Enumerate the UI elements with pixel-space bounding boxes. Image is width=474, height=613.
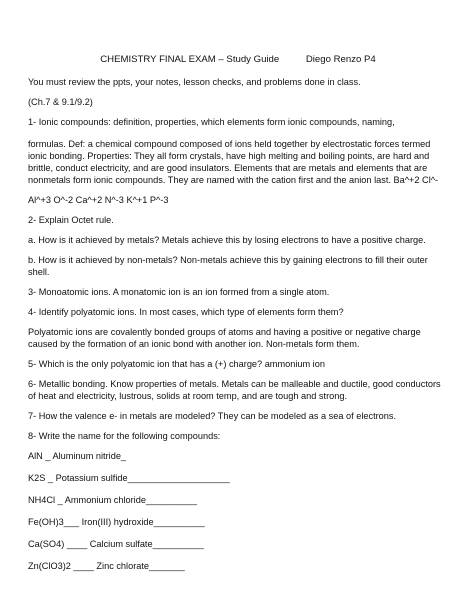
question-2a: a. How is it achieved by metals? Metals achieve this by losing electrons to have a positive charge.: [28, 235, 426, 245]
question-3: 3- Monoatomic ions. A monatomic ion is an ion formed from a single atom.: [28, 287, 330, 297]
question-5: 5- Which is the only polyatomic ion that has a (+) charge? ammonium ion: [28, 359, 325, 369]
compound-answers: [28, 450, 448, 572]
question-4-answer: Polyatomic ions are covalently bonded groups of atoms and having a positive or negative charge caused by the formation of an ionic bond with another ion. Non-metals form them.: [28, 327, 421, 349]
question-6: 6- Metallic bonding. Know properties of metals. Metals can be malleable and ductile, good conductors of heat and electricity, lustrous, solids at room temp, and are tough and strong.: [28, 379, 441, 401]
compound-answer: NH4Cl _ Ammonium chloride__________: [28, 495, 198, 505]
question-2: 2- Explain Octet rule.: [28, 215, 114, 225]
intro-paragraph: You must review the ppts, your notes, lesson checks, and problems done in class.: [28, 77, 361, 87]
document-title: CHEMISTRY FINAL EXAM – Study Guide Diego Renzo P4: [100, 54, 376, 65]
question-1-heading: 1- Ionic compounds: definition, properties, which elements form ionic compounds, naming,: [28, 117, 395, 127]
study-guide: [28, 54, 448, 582]
compound-answer: K2S _ Potassium sulfide____________________: [28, 473, 230, 483]
question-8: 8- Write the name for the following compounds:: [28, 431, 221, 441]
compound-answer: AlN _ Aluminum nitride_: [28, 451, 127, 461]
question-2b: b. How is it achieved by non-metals? Non-metals achieve this by gaining electrons to fill their outer shell.: [28, 255, 428, 277]
compound-answer: Ca(SO4) ____ Calcium sulfate__________: [28, 539, 204, 549]
ion-charge-list: Al^+3 O^-2 Ca^+2 N^-3 K^+1 P^-3: [28, 195, 169, 205]
question-4: 4- Identify polyatomic ions. In most cases, which type of elements form them?: [28, 307, 344, 317]
question-1-answer: formulas. Def: a chemical compound composed of ions held together by electrostatic forces termed ionic bonding. Properties: They all form crystals, have high melting and boiling points, are hard and brittle, conduct electricity, and are good insulators. Elements that are metals and elements that are nonmetals form ionic compounds. They are named with the cation first and the anion last. Ba^+2 Cl^-: [28, 139, 439, 185]
compound-answer: Zn(ClO3)2 ____ Zinc chlorate_______: [28, 561, 185, 571]
compound-answer: Fe(OH)3___ Iron(III) hydroxide__________: [28, 517, 205, 527]
question-7: 7- How the valence e- in metals are modeled? They can be modeled as a sea of electrons.: [28, 411, 397, 421]
chapter-reference: (Ch.7 & 9.1/9.2): [28, 97, 93, 107]
